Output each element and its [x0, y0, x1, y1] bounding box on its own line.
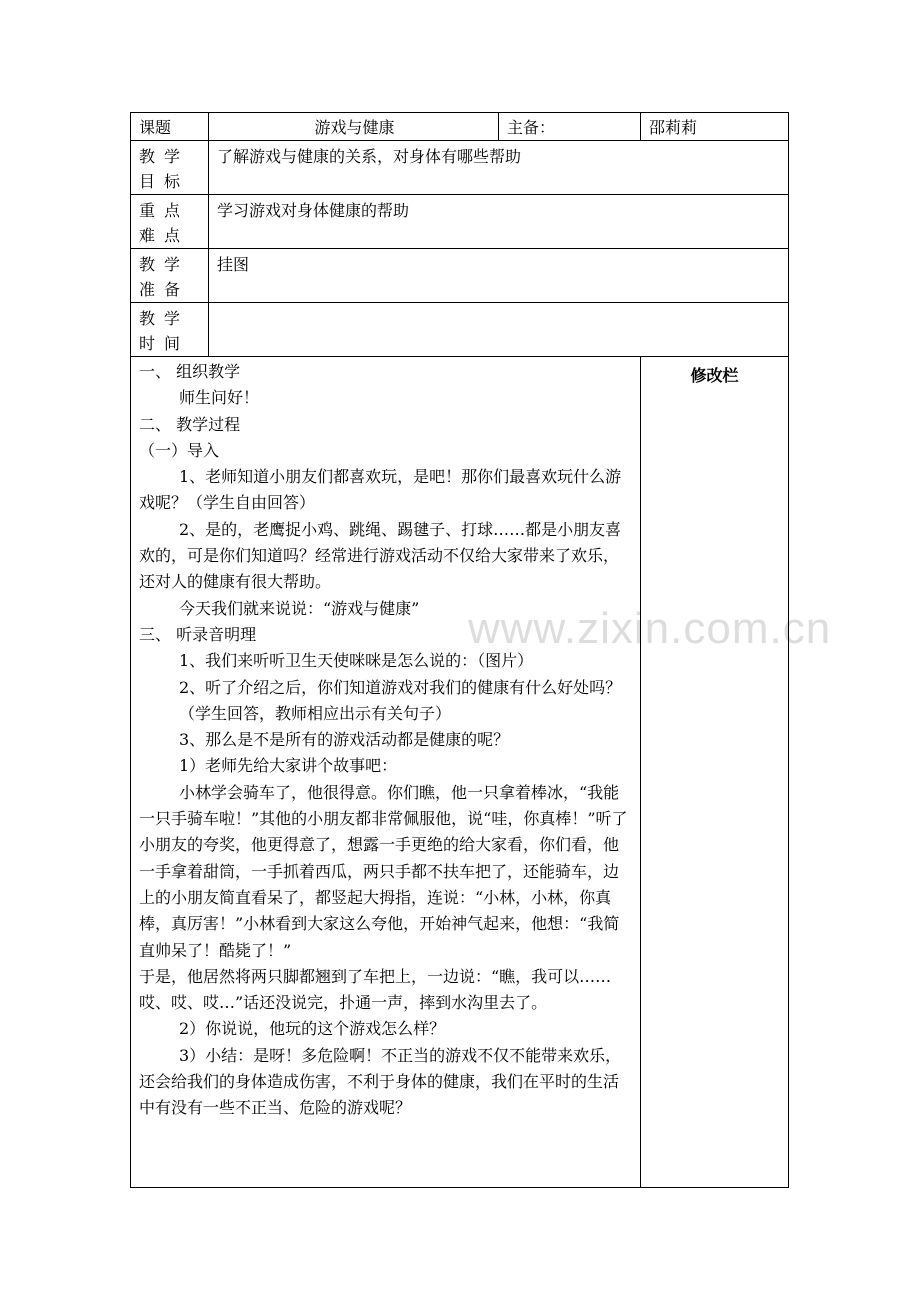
header-row	[131, 113, 789, 141]
content-row	[131, 357, 789, 1188]
topic-label-cell	[131, 113, 209, 141]
preparation-label: 教学准备	[139, 255, 190, 299]
topic-label: 课题	[139, 118, 172, 137]
lesson-plan-table	[130, 112, 789, 1188]
content-line: 1）老师先给大家讲个故事吧：	[179, 756, 398, 776]
content-line: 3、那么是不是所有的游戏活动都是健康的呢？	[179, 730, 510, 750]
subsection-heading: （一）导入	[139, 440, 220, 460]
preparer-value-cell	[641, 113, 789, 141]
key-points-label: 重点难点	[139, 201, 190, 245]
content-line: （学生回答，教师相应出示有关句子）	[179, 703, 452, 723]
time-value	[209, 303, 788, 306]
preparer-value: 邵莉莉	[649, 118, 698, 137]
key-points-row	[131, 195, 789, 249]
preparer-label: 主备：	[507, 118, 556, 137]
lesson-content	[131, 357, 640, 1122]
story-paragraph: 于是，他居然将两只脚都翘到了车把上，一边说：“瞧，我可以……哎、哎、哎…”话还没说完，扑通一声，摔到水沟里去了。	[139, 966, 612, 1013]
goal-row	[131, 141, 789, 195]
content-line: 1、我们来听听卫生天使咪咪是怎么说的：（图片）	[179, 651, 534, 671]
content-line: 2）你说说，他玩的这个游戏怎么样？	[179, 1019, 446, 1039]
watermark: www.zixin.com.cn	[468, 604, 832, 653]
section-3-heading: 三、 听录音明理	[139, 624, 257, 644]
time-row	[131, 303, 789, 357]
time-label: 教学时间	[139, 309, 190, 353]
preparation-row	[131, 249, 789, 303]
revision-column	[641, 357, 789, 1188]
goal-label: 教学目标	[139, 147, 190, 191]
preparation-value: 挂图	[217, 255, 250, 274]
content-line: 师生问好！	[179, 388, 260, 408]
content-paragraph: 2、听了介绍之后，你们知道游戏对我们的健康有什么好处吗？	[179, 677, 622, 697]
story-paragraph: 小林学会骑车了，他很得意。你们瞧，他一只拿着棒冰，“我能一只手骑车啦！”其他的小朋友都非常佩服他，说“哇，你真棒！”听了小朋友的夸奖，他更得意了，想露一手更绝的给大家看，你们看，他一手拿着甜筒，一手抓着西瓜，两只手都不扶车把了，还能骑车，边上的小朋友简直看呆了，都竖起大拇指，连说：“小林，小林，你真棒，真厉害！”小林看到大家这么夸他，开始神气起来，他想：“我简直帅呆了！酷毙了！”	[139, 782, 628, 960]
revision-label: 修改栏	[690, 366, 739, 385]
topic-value: 游戏与健康	[314, 118, 395, 137]
content-cell	[131, 357, 641, 1188]
key-points-value: 学习游戏对身体健康的帮助	[217, 201, 410, 220]
goal-value: 了解游戏与健康的关系，对身体有哪些帮助	[217, 147, 522, 166]
content-paragraph: 2、是的，老鹰捉小鸡、跳绳、踢毽子、打球……都是小朋友喜欢的，可是你们知道吗？经常进行游戏活动不仅给大家带来了欢乐，还对人的健康有很大帮助。	[139, 519, 622, 592]
topic-value-cell	[209, 113, 499, 141]
section-2-heading: 二、 教学过程	[139, 414, 241, 434]
preparer-label-cell	[499, 113, 641, 141]
content-line: 今天我们就来说说：“游戏与健康”	[179, 598, 420, 618]
section-1-heading: 一、 组织教学	[139, 362, 241, 381]
content-paragraph: 3）小结：是呀！多危险啊！不正当的游戏不仅不能带来欢乐，还会给我们的身体造成伤害，不利于身体的健康，我们在平时的生活中有没有一些不正当、危险的游戏呢？	[139, 1045, 622, 1118]
content-paragraph: 1、老师知道小朋友们都喜欢玩，是吧！那你们最喜欢玩什么游戏呢？（学生自由回答）	[139, 467, 622, 513]
